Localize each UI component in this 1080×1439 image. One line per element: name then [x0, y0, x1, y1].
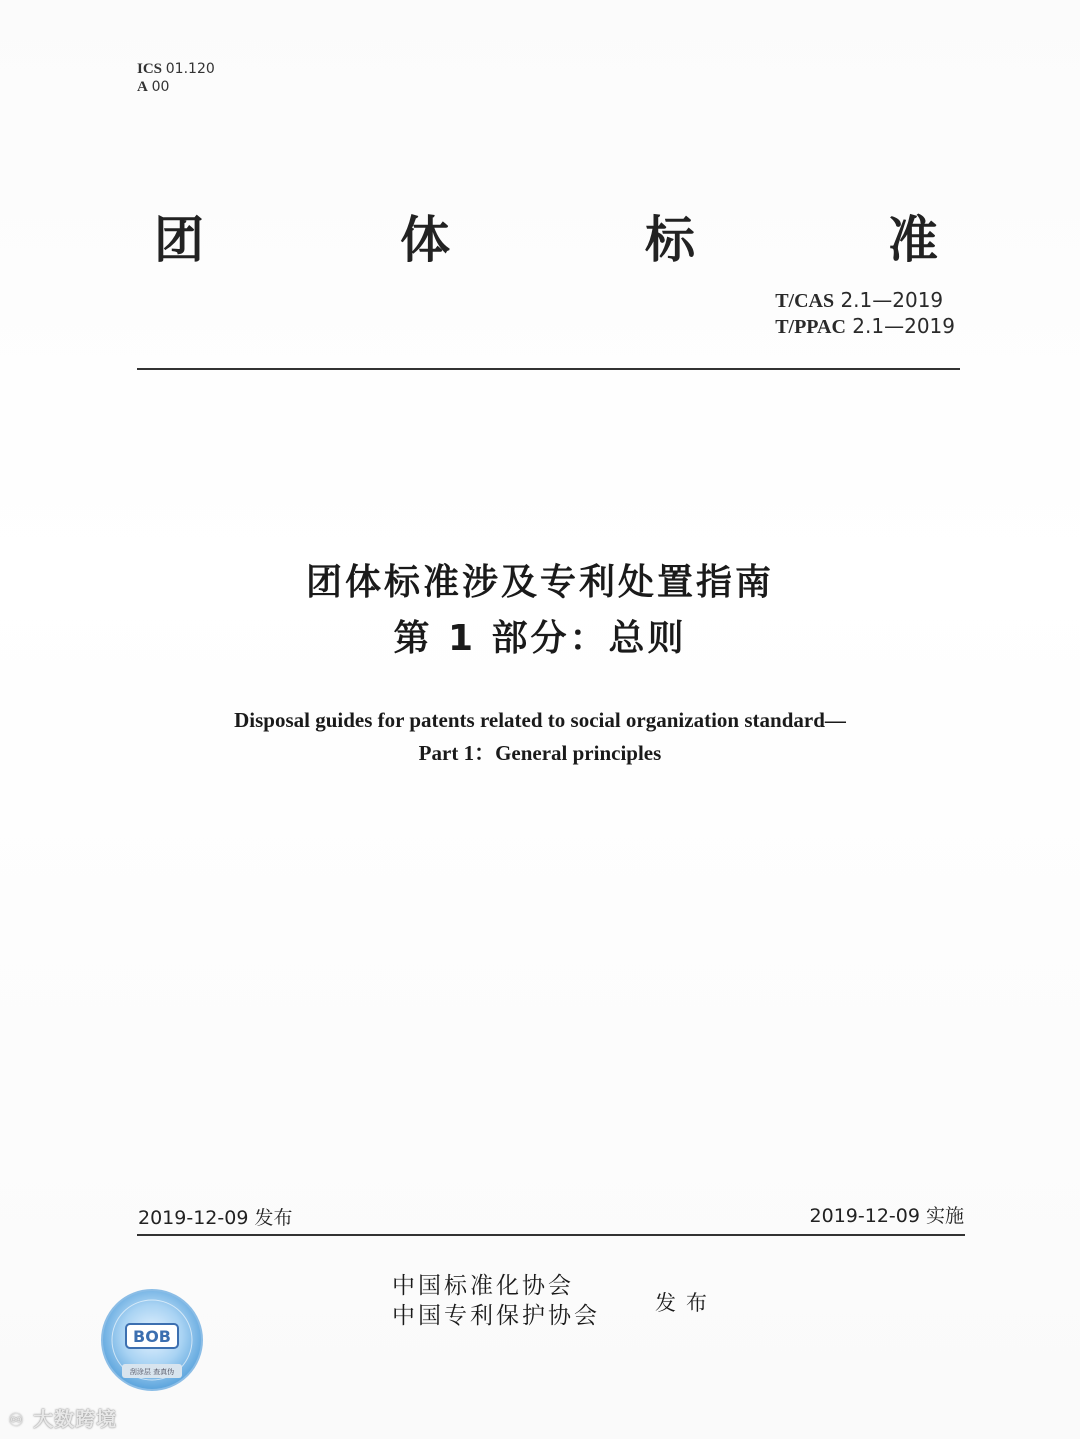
watermark	[8, 1403, 117, 1432]
chinese-title-line-2: 第 1 部分：总则	[393, 618, 687, 659]
standard-number-ppac: T/PPAC 2.1—2019	[775, 314, 955, 338]
chinese-title-line-1: 团体标准涉及专利处置指南	[305, 562, 774, 603]
ics-code: ICS 01.120	[137, 61, 215, 77]
english-title-line-2: Part 1：General principles	[418, 741, 662, 765]
category-char-3: 标	[645, 211, 695, 269]
anti-counterfeit-seal-icon	[100, 1288, 204, 1392]
seal-logo: BOB	[133, 1327, 171, 1346]
standard-category	[150, 200, 950, 269]
implementation-date: 2019-12-09 实施	[809, 1205, 964, 1227]
standard-numbers	[775, 288, 955, 340]
category-char-1: 团	[154, 211, 204, 269]
issue-date: 2019-12-09 发布	[138, 1207, 293, 1229]
seal-bottom-text: 刮涂层 查真伪	[129, 1368, 175, 1376]
publisher-1: 中国标准化协会	[392, 1273, 574, 1299]
publisher-2: 中国专利保护协会	[392, 1303, 600, 1329]
english-title-line-1: Disposal guides for patents related to social organization standard—	[234, 708, 846, 732]
publish-label: 发布	[655, 1291, 717, 1315]
classification-codes	[137, 60, 215, 96]
header-divider	[137, 368, 960, 370]
publisher-organizations	[392, 1271, 600, 1331]
watermark-text: 大数跨境	[33, 1407, 118, 1431]
standard-number-cas: T/CAS 2.1—2019	[775, 288, 944, 312]
english-title	[0, 704, 1080, 770]
chinese-title	[0, 555, 1080, 667]
ccs-code: A 00	[137, 79, 170, 95]
footer-divider	[137, 1234, 965, 1236]
category-char-4: 准	[888, 211, 938, 269]
watermark-logo-icon: ♾	[8, 1410, 26, 1431]
category-char-2: 体	[400, 211, 450, 269]
